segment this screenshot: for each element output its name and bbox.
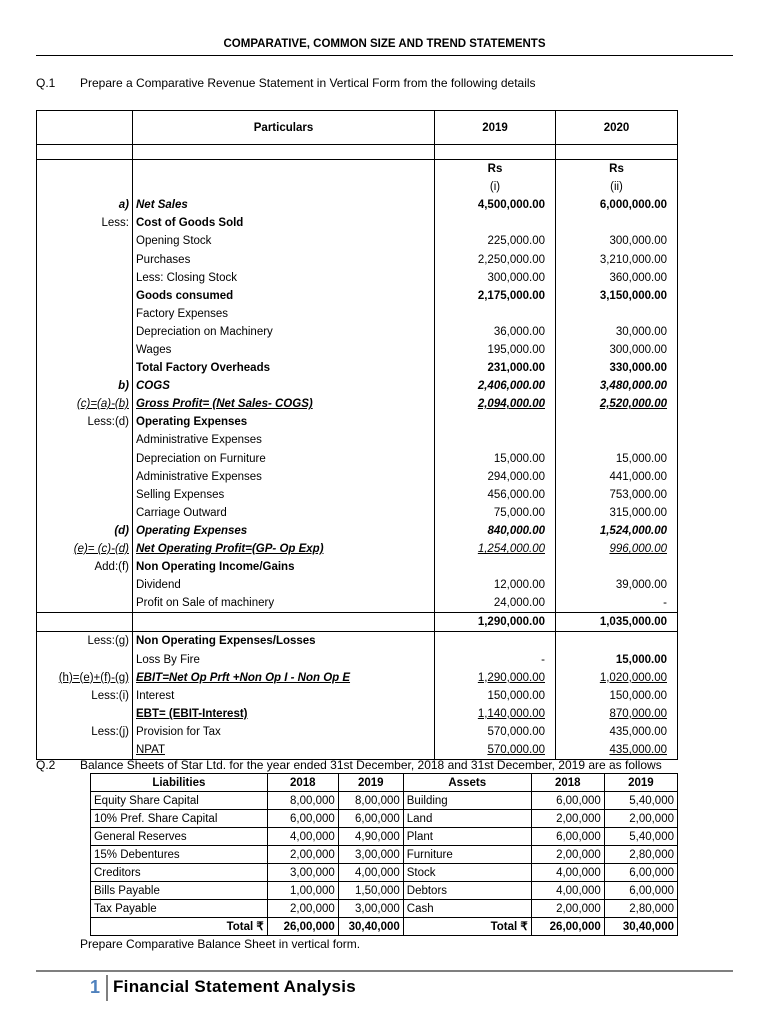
balance-cell-l18: 4,00,000 <box>267 828 338 846</box>
table-row <box>37 723 678 741</box>
balance-cell-a: Debtors <box>403 882 531 900</box>
row-label: Non Operating Income/Gains <box>133 558 435 576</box>
balance-row <box>91 882 678 900</box>
row-label: Gross Profit= (Net Sales- COGS) <box>133 395 435 413</box>
balance-cell-a18: 2,00,000 <box>531 900 604 918</box>
row-tag <box>37 232 133 250</box>
row-label: Net Operating Profit=(GP- Op Exp) <box>133 540 435 558</box>
row-label: Total Factory Overheads <box>133 359 435 377</box>
table-row <box>37 287 678 305</box>
row-tag <box>37 741 133 760</box>
row-value-2019: 456,000.00 <box>435 486 556 504</box>
balance-cell-a19: 5,40,000 <box>604 792 677 810</box>
row-value-2019: 1,254,000.00 <box>435 540 556 558</box>
table-row <box>37 558 678 576</box>
balance-cell-l19: 8,00,000 <box>338 792 403 810</box>
header-blank <box>37 111 133 145</box>
header-2020: 2020 <box>556 111 678 145</box>
footer-divider <box>36 970 733 972</box>
row-tag: Less:(g) <box>37 632 133 651</box>
row-tag <box>37 431 133 449</box>
balance-cell-l: General Reserves <box>91 828 268 846</box>
row-value-2019: 150,000.00 <box>435 687 556 705</box>
balance-row <box>91 846 678 864</box>
table-row <box>37 632 678 651</box>
table-row <box>37 705 678 723</box>
balance-cell-l18: 3,00,000 <box>267 864 338 882</box>
row-value-2020: 435,000.00 <box>556 723 678 741</box>
balance-cell-l18: 2,00,000 <box>267 900 338 918</box>
question-2-number: Q.2 <box>36 758 56 772</box>
row-tag: (e)= (c)-(d) <box>37 540 133 558</box>
balance-total-a19: 30,40,000 <box>604 918 677 936</box>
table-row <box>37 413 678 431</box>
row-value-2020: 441,000.00 <box>556 468 678 486</box>
balance-cell-a: Cash <box>403 900 531 918</box>
row-value-2019: 12,000.00 <box>435 576 556 594</box>
row-tag <box>37 576 133 594</box>
bs-header-l2018: 2018 <box>267 774 338 792</box>
balance-cell-a19: 2,80,000 <box>604 846 677 864</box>
row-value-2020 <box>556 305 678 323</box>
balance-total-a18: 26,00,000 <box>531 918 604 936</box>
balance-cell-a18: 4,00,000 <box>531 882 604 900</box>
table-row <box>37 232 678 250</box>
table-row <box>37 594 678 613</box>
row-tag: (c)=(a)-(b) <box>37 395 133 413</box>
row-value-2020: 2,520,000.00 <box>556 395 678 413</box>
row-value-2020: 39,000.00 <box>556 576 678 594</box>
row-value-2020: 1,035,000.00 <box>556 613 678 632</box>
balance-cell-l19: 4,00,000 <box>338 864 403 882</box>
row-value-2019: 195,000.00 <box>435 341 556 359</box>
bs-header-l2019: 2019 <box>338 774 403 792</box>
table-header-row <box>37 111 678 145</box>
table-row <box>37 269 678 287</box>
row-value-2019: 840,000.00 <box>435 522 556 540</box>
row-value-2019: 570,000.00 <box>435 723 556 741</box>
row-value-2020: 435,000.00 <box>556 741 678 760</box>
row-value-2019: 2,250,000.00 <box>435 250 556 268</box>
row-value-2020: 1,524,000.00 <box>556 522 678 540</box>
row-tag: Less:(d) <box>37 413 133 431</box>
row-value-2019: 15,000.00 <box>435 450 556 468</box>
balance-cell-l18: 2,00,000 <box>267 846 338 864</box>
row-tag <box>37 594 133 613</box>
balance-cell-a18: 2,00,000 <box>531 846 604 864</box>
balance-cell-l18: 8,00,000 <box>267 792 338 810</box>
balance-cell-l19: 6,00,000 <box>338 810 403 828</box>
row-label: Depreciation on Machinery <box>133 323 435 341</box>
balance-cell-l: 10% Pref. Share Capital <box>91 810 268 828</box>
balance-cell-a: Land <box>403 810 531 828</box>
row-value-2020: 3,210,000.00 <box>556 250 678 268</box>
balance-cell-a18: 2,00,000 <box>531 810 604 828</box>
balance-row <box>91 792 678 810</box>
sub-2019: (i) <box>435 178 556 196</box>
row-tag <box>37 250 133 268</box>
row-label: Operating Expenses <box>133 413 435 431</box>
row-label: Administrative Expenses <box>133 468 435 486</box>
row-label: Profit on Sale of machinery <box>133 594 435 613</box>
balance-row <box>91 864 678 882</box>
balance-row <box>91 810 678 828</box>
row-value-2020: 753,000.00 <box>556 486 678 504</box>
balance-total-label_a: Total ₹ <box>403 918 531 936</box>
table-row <box>37 450 678 468</box>
row-label: Depreciation on Furniture <box>133 450 435 468</box>
row-tag <box>37 341 133 359</box>
title-divider <box>36 55 733 56</box>
balance-sheet-table <box>90 773 678 936</box>
row-tag: Less: <box>37 214 133 232</box>
row-value-2020: 300,000.00 <box>556 341 678 359</box>
row-value-2020: 15,000.00 <box>556 450 678 468</box>
row-value-2020: 1,020,000.00 <box>556 669 678 687</box>
row-tag <box>37 468 133 486</box>
row-label: EBT= (EBIT-Interest) <box>133 705 435 723</box>
row-value-2020: 3,480,000.00 <box>556 377 678 395</box>
row-label: Cost of Goods Sold <box>133 214 435 232</box>
row-label: Net Sales <box>133 196 435 214</box>
row-value-2020: 3,150,000.00 <box>556 287 678 305</box>
question-1-text: Prepare a Comparative Revenue Statement in Vertical Form from the following details <box>80 76 536 90</box>
row-value-2020: 315,000.00 <box>556 504 678 522</box>
balance-total-l19: 30,40,000 <box>338 918 403 936</box>
balance-cell-a19: 6,00,000 <box>604 882 677 900</box>
row-tag: (h)=(e)+(f)-(g) <box>37 669 133 687</box>
row-label <box>133 613 435 632</box>
balance-cell-a: Stock <box>403 864 531 882</box>
row-value-2020 <box>556 214 678 232</box>
table-row <box>37 214 678 232</box>
row-tag: (d) <box>37 522 133 540</box>
row-value-2019: 1,140,000.00 <box>435 705 556 723</box>
page-number: 1 <box>90 977 101 997</box>
question-2-instruction: Prepare Comparative Balance Sheet in vertical form. <box>80 937 361 951</box>
row-value-2020: - <box>556 594 678 613</box>
row-label: Carriage Outward <box>133 504 435 522</box>
balance-cell-a: Building <box>403 792 531 810</box>
balance-row <box>91 828 678 846</box>
row-label: Factory Expenses <box>133 305 435 323</box>
row-value-2019: 1,290,000.00 <box>435 669 556 687</box>
row-tag: Less:(i) <box>37 687 133 705</box>
row-value-2020: 6,000,000.00 <box>556 196 678 214</box>
row-tag <box>37 305 133 323</box>
row-value-2019 <box>435 558 556 576</box>
row-label: Selling Expenses <box>133 486 435 504</box>
footer-separator <box>106 975 108 1001</box>
row-label: EBIT=Net Op Prft +Non Op I - Non Op E <box>133 669 435 687</box>
row-tag <box>37 269 133 287</box>
row-value-2019: 300,000.00 <box>435 269 556 287</box>
row-value-2019: 36,000.00 <box>435 323 556 341</box>
row-value-2019: 24,000.00 <box>435 594 556 613</box>
balance-row <box>91 900 678 918</box>
row-value-2020: 150,000.00 <box>556 687 678 705</box>
row-value-2020: 300,000.00 <box>556 232 678 250</box>
question-2-text: Balance Sheets of Star Ltd. for the year ended 31st December, 2018 and 31st December, 2019 are as follows <box>80 758 662 772</box>
table-row <box>37 395 678 413</box>
row-value-2019: 225,000.00 <box>435 232 556 250</box>
table-row <box>37 468 678 486</box>
table-row <box>37 377 678 395</box>
balance-cell-a: Furniture <box>403 846 531 864</box>
bs-header-a2019: 2019 <box>604 774 677 792</box>
row-label: Operating Expenses <box>133 522 435 540</box>
row-value-2020 <box>556 558 678 576</box>
row-label: Wages <box>133 341 435 359</box>
row-tag <box>37 613 133 632</box>
row-value-2019 <box>435 305 556 323</box>
balance-total-label_l: Total ₹ <box>91 918 268 936</box>
balance-total-l18: 26,00,000 <box>267 918 338 936</box>
footer-title: Financial Statement Analysis <box>113 977 357 996</box>
balance-header-row <box>91 774 678 792</box>
row-label: COGS <box>133 377 435 395</box>
page-title: COMPARATIVE, COMMON SIZE AND TREND STATEMENTS <box>223 38 546 50</box>
balance-cell-a19: 5,40,000 <box>604 828 677 846</box>
row-label: Dividend <box>133 576 435 594</box>
row-value-2019 <box>435 632 556 651</box>
row-label: Loss By Fire <box>133 651 435 669</box>
row-value-2020: 360,000.00 <box>556 269 678 287</box>
balance-cell-a19: 2,00,000 <box>604 810 677 828</box>
balance-total-row <box>91 918 678 936</box>
row-value-2019: - <box>435 651 556 669</box>
row-tag <box>37 323 133 341</box>
row-value-2020 <box>556 632 678 651</box>
row-value-2019 <box>435 413 556 431</box>
header-2019: 2019 <box>435 111 556 145</box>
row-label: Interest <box>133 687 435 705</box>
unit-2020: Rs <box>556 160 678 179</box>
row-label: Less: Closing Stock <box>133 269 435 287</box>
unit-2019: Rs <box>435 160 556 179</box>
table-row <box>37 323 678 341</box>
row-value-2020: 30,000.00 <box>556 323 678 341</box>
row-label: Non Operating Expenses/Losses <box>133 632 435 651</box>
row-label: Purchases <box>133 250 435 268</box>
row-label: Goods consumed <box>133 287 435 305</box>
balance-cell-l19: 3,00,000 <box>338 900 403 918</box>
table-row <box>37 540 678 558</box>
row-tag <box>37 359 133 377</box>
balance-cell-l19: 4,90,000 <box>338 828 403 846</box>
table-unit-row <box>37 160 678 179</box>
table-row <box>37 431 678 449</box>
row-value-2020 <box>556 413 678 431</box>
balance-cell-a18: 6,00,000 <box>531 828 604 846</box>
row-value-2019: 1,290,000.00 <box>435 613 556 632</box>
row-value-2019: 75,000.00 <box>435 504 556 522</box>
row-label: Provision for Tax <box>133 723 435 741</box>
row-value-2019: 231,000.00 <box>435 359 556 377</box>
row-label: Administrative Expenses <box>133 431 435 449</box>
row-tag <box>37 705 133 723</box>
row-value-2020: 330,000.00 <box>556 359 678 377</box>
balance-cell-l19: 1,50,000 <box>338 882 403 900</box>
row-value-2019 <box>435 214 556 232</box>
row-label: Opening Stock <box>133 232 435 250</box>
balance-cell-l: Creditors <box>91 864 268 882</box>
table-row <box>37 741 678 760</box>
balance-cell-l18: 1,00,000 <box>267 882 338 900</box>
bs-header-a2018: 2018 <box>531 774 604 792</box>
row-value-2020 <box>556 431 678 449</box>
table-row <box>37 522 678 540</box>
balance-cell-l: Equity Share Capital <box>91 792 268 810</box>
row-value-2019: 570,000.00 <box>435 741 556 760</box>
balance-cell-a19: 2,80,000 <box>604 900 677 918</box>
row-tag <box>37 450 133 468</box>
balance-cell-l: Bills Payable <box>91 882 268 900</box>
table-spacer-row <box>37 145 678 160</box>
balance-cell-a: Plant <box>403 828 531 846</box>
balance-cell-l: 15% Debentures <box>91 846 268 864</box>
table-row <box>37 651 678 669</box>
row-value-2020: 15,000.00 <box>556 651 678 669</box>
row-value-2020: 996,000.00 <box>556 540 678 558</box>
row-value-2019: 2,175,000.00 <box>435 287 556 305</box>
row-value-2020: 870,000.00 <box>556 705 678 723</box>
balance-cell-a18: 6,00,000 <box>531 792 604 810</box>
balance-cell-a19: 6,00,000 <box>604 864 677 882</box>
row-tag: Add:(f) <box>37 558 133 576</box>
row-value-2019: 2,094,000.00 <box>435 395 556 413</box>
table-row <box>37 669 678 687</box>
row-value-2019 <box>435 431 556 449</box>
row-value-2019: 294,000.00 <box>435 468 556 486</box>
sub-2020: (ii) <box>556 178 678 196</box>
row-tag <box>37 651 133 669</box>
balance-cell-l: Tax Payable <box>91 900 268 918</box>
bs-header-liabilities: Liabilities <box>91 774 268 792</box>
table-row <box>37 504 678 522</box>
table-row <box>37 341 678 359</box>
table-row <box>37 576 678 594</box>
row-tag: a) <box>37 196 133 214</box>
balance-cell-a18: 4,00,000 <box>531 864 604 882</box>
row-tag: b) <box>37 377 133 395</box>
row-tag <box>37 486 133 504</box>
row-value-2019: 4,500,000.00 <box>435 196 556 214</box>
table-subhead-row <box>37 178 678 196</box>
header-particulars: Particulars <box>133 111 435 145</box>
table-row <box>37 250 678 268</box>
balance-cell-l18: 6,00,000 <box>267 810 338 828</box>
bs-header-assets: Assets <box>403 774 531 792</box>
table-row <box>37 196 678 214</box>
table-row <box>37 305 678 323</box>
question-1-number: Q.1 <box>36 76 56 90</box>
row-tag <box>37 287 133 305</box>
table-row <box>37 613 678 632</box>
table-row <box>37 486 678 504</box>
row-tag: Less:(j) <box>37 723 133 741</box>
table-row <box>37 687 678 705</box>
row-tag <box>37 504 133 522</box>
revenue-statement-table <box>36 110 678 760</box>
row-value-2019: 2,406,000.00 <box>435 377 556 395</box>
table-row <box>37 359 678 377</box>
balance-cell-l19: 3,00,000 <box>338 846 403 864</box>
row-label: NPAT <box>133 741 435 760</box>
